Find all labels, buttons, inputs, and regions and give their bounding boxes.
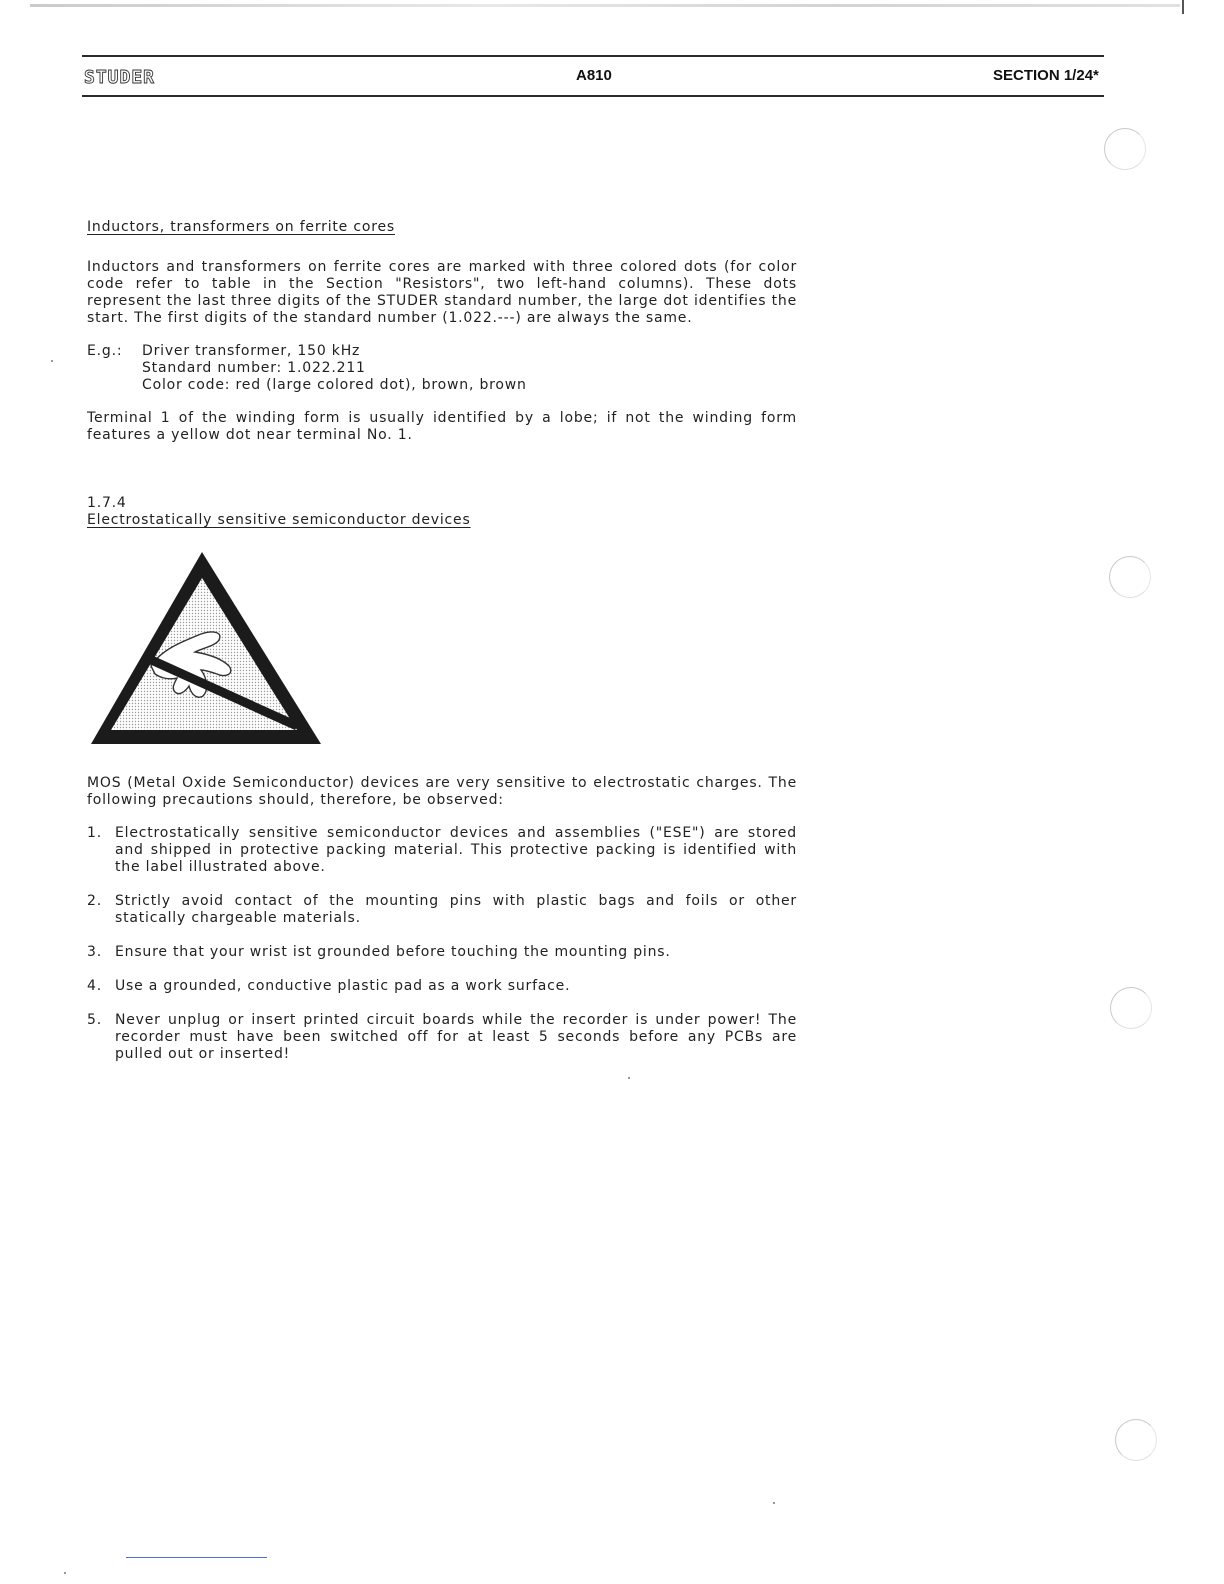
list-item — [87, 825, 797, 876]
example-label: E.g.: — [87, 343, 123, 359]
scan-speck — [773, 1502, 775, 1504]
list-item — [87, 978, 797, 995]
example-line: Standard number: 1.022.211 — [142, 360, 366, 376]
example-block — [87, 343, 797, 394]
scan-mark-bottom — [126, 1557, 267, 1558]
esd-heading: Electrostatically sensitive semiconductor devices — [87, 512, 471, 528]
inductors-heading: Inductors, transformers on ferrite cores — [87, 219, 395, 235]
inductors-paragraph: Inductors and transformers on ferrite cores are marked with three colored dots (for color code refer to table in the Section "Resistors", two left-hand columns). These dots represent the last three digits of the STUDER standard number, the large dot identifies the start. The first digits of the standard number (1.022.---) are always the same. — [87, 259, 797, 326]
esd-warning-icon — [89, 546, 325, 750]
list-item-text: Never unplug or insert printed circuit boards while the recorder is under power! The recorder must have been switched off for at least 5 seconds before any PCBs are pulled out or inserted! — [115, 1012, 797, 1062]
precautions-list — [87, 825, 797, 1063]
scan-speck — [51, 360, 53, 362]
esd-intro: MOS (Metal Oxide Semiconductor) devices are very sensitive to electrostatic charges. The following precautions should, therefore, be observed: — [87, 775, 797, 808]
scan-speck — [628, 1077, 630, 1079]
list-item-text: Strictly avoid contact of the mounting pins with plastic bags and foils or other statically chargeable materials. — [115, 893, 797, 926]
page-content — [87, 219, 797, 1080]
list-item — [87, 1012, 797, 1063]
list-item — [87, 893, 797, 927]
list-item-number: 3. — [87, 944, 102, 960]
example-lines — [142, 343, 527, 394]
terminal-note: Terminal 1 of the winding form is usually identified by a lobe; if not the winding form features a yellow dot near terminal No. 1. — [87, 410, 797, 443]
esd-section-number: 1.7.4 — [87, 495, 127, 511]
list-item-text: Use a grounded, conductive plastic pad as a work surface. — [115, 978, 571, 994]
studer-logo — [84, 67, 184, 87]
punch-hole — [1115, 1419, 1157, 1461]
example-line: Color code: red (large colored dot), brown, brown — [142, 377, 527, 393]
section-number: SECTION 1/24* — [993, 67, 1099, 84]
list-item-number: 5. — [87, 1012, 102, 1028]
punch-hole — [1110, 987, 1152, 1029]
header-rule-bottom — [82, 95, 1104, 97]
list-item-number: 2. — [87, 893, 102, 909]
list-item-number: 1. — [87, 825, 102, 841]
list-item — [87, 944, 797, 961]
scan-speck — [64, 1572, 66, 1574]
punch-hole — [1109, 556, 1151, 598]
studer-logo-text: STUDER — [84, 67, 156, 87]
list-item-text: Ensure that your wrist ist grounded before touching the mounting pins. — [115, 944, 671, 960]
example-line: Driver transformer, 150 kHz — [142, 343, 361, 359]
header-rule-top — [82, 55, 1104, 57]
scan-edge-top — [30, 4, 1180, 7]
list-item-text: Electrostatically sensitive semiconductor devices and assemblies ("ESE") are stored and shipped in protective packing material. This protective packing is identified with the label illustrated above. — [115, 825, 797, 875]
document-model: A810 — [576, 67, 612, 84]
punch-hole — [1104, 128, 1146, 170]
scan-edge-right — [1182, 0, 1184, 14]
list-item-number: 4. — [87, 978, 102, 994]
